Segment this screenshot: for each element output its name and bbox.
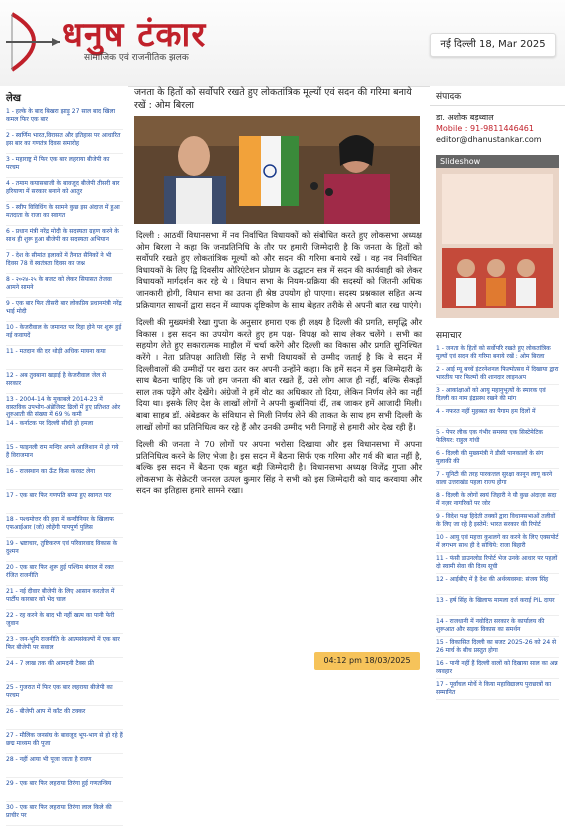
slideshow-label: Slideshow bbox=[436, 155, 559, 168]
news-link[interactable]: 8 - दिल्ली के लोगों स्वयं जिहारी ने यौ कुछ अंदाज़ा सदा में नज़र नागरिकों पर जोर bbox=[436, 490, 559, 511]
news-link[interactable]: 2 - आई म्यू बच्चें इंटरनेशनल फिल्मोत्सव में दिखाया द्वारा भारतीय पार फिल्मों की शानदार लाइनअप bbox=[436, 364, 559, 385]
left-article-link[interactable]: 14 - कर्नाटक पर दिल्ली सीधी हो हमला bbox=[6, 418, 123, 442]
news-link[interactable]: 16 - पानी नहीं हैं दिल्ली वालों को दिखाया साल का अन्न व्यवहार bbox=[436, 658, 559, 679]
site-logo-title[interactable]: धनुष टंकार bbox=[62, 15, 207, 55]
news-link[interactable]: 4 - नफरत नहीं मुहब्बत का पैगाम हम दिलों में bbox=[436, 406, 559, 427]
article-title: जनता के हितों को सर्वोपरि रखते हुए लोकतांत्रिक मूल्यों एवं सदन की गरिमा बनाये रखें : ओम बिरला bbox=[134, 87, 412, 111]
left-article-link[interactable]: 8 - २०२४-२५ के बजट को लेकर सियासत तेजवा आमने सामने bbox=[6, 274, 123, 298]
left-article-link[interactable]: 11 - मतदान की दर थोड़ी अधिक मायना कया bbox=[6, 346, 123, 370]
editor-heading: संपादक bbox=[430, 86, 565, 106]
bow-arrow-logo-icon bbox=[4, 6, 64, 76]
editor-email[interactable]: editor@dhanustankar.com bbox=[436, 135, 542, 144]
left-sidebar bbox=[0, 86, 128, 819]
left-article-link[interactable]: 2 - स्वर्णिम भारत,विरासत और इतिहास पर आधारित इस बार का गणतंत्र दिवस समारोह bbox=[6, 130, 123, 154]
left-article-link[interactable]: 28 - नहीं आया भी पूजा जाता है रावण bbox=[6, 754, 123, 778]
article-list bbox=[0, 106, 128, 826]
news-link[interactable]: 10 - आयु एवं महत्ता कुशलगे का करने के लिए एक्सपोर्ट में लगभग साथ ही दे सोचिये: राजा बिहारी bbox=[436, 532, 559, 553]
article-body bbox=[134, 230, 424, 497]
left-article-link[interactable]: 22 - रह करने के बाद भी नहीं खत्म का पानी फेरी जुवान bbox=[6, 610, 123, 634]
article-paragraph: दिल्ली : आठवीं विधानसभा में नव निर्वाचित विधायकों को संबोधित करते हुए लोकसभा अध्यक्ष ओम बिरला ने कहा कि जनप्रतिनिधि के तौर पर हमारी जिम्मेदारी है कि जनता के हितों को सर्वोपरि रखते हुए लोकतांत्रिक मूल्यों को और सदन की गरिमा बनाये रखें । वह नव निर्वाचित विधायकों के लिए द्वि दिवसीय ओरिएंटेशन प्रोग्राम के उद्घाटन सत्र में सदन की कार्यवाही को लेकर विधायकों मार्गदर्शन कर रहे थे । विधान सभा के नियम-प्रक्रिया की सदस्यों को जितनी अधिक जानकारी होगी, विधान सभा का उतना ही श्रेष्ठ उपयोग हो पाएगा। सदस्य प्रश्नकाल सहित अन्य प्रक्रियागत साधनों द्वारा सदन में व्यापक दृष्टिकोण के साथ बेहतर तरीके से अपनी बात रख पाएंगे। bbox=[136, 230, 422, 310]
site-tagline: सामाजिक एवं राजनीतिक झलक bbox=[84, 53, 189, 63]
left-article-link[interactable]: 29 - एक बार फिर लहराया तिरंगा हुई गणतन्त्रिय bbox=[6, 778, 123, 802]
left-article-link[interactable]: 6 - प्रधान मंत्री नरेंद्र मोदी के सदस्यता ग्रहण करने के साथ ही शुरू हुआ बीजेपी का सदस्यता अभियान bbox=[6, 226, 123, 250]
left-article-link[interactable]: 24 - 7 लाख तक की आमदनी टैक्स फ्री bbox=[6, 658, 123, 682]
news-list bbox=[430, 343, 565, 700]
left-article-link[interactable]: 15 - फाइनली राम मन्दिर अपने आलिशान में हो गये हैं विराजमान bbox=[6, 442, 123, 466]
left-article-link[interactable]: 26 - बीजेपी आप में कॉट की टक्कर bbox=[6, 706, 123, 730]
left-article-link[interactable]: 17 - एक बार फिर गणपति बप्पा हुए स्वागत पार bbox=[6, 490, 123, 514]
article-photo-illustration bbox=[134, 116, 420, 224]
date-display: नई दिल्ली 18, Mar 2025 bbox=[430, 33, 556, 57]
news-link[interactable]: 11 - फंसी डाउनलोड रिपोर्ट भेज उनके आधार पर पहलों दो स्वामी सेवा की दिव्य सूची bbox=[436, 553, 559, 574]
article-timestamp: 04:12 pm 18/03/2025 bbox=[314, 652, 420, 670]
left-article-link[interactable]: 16 - राजस्थान का ऊँट किस करवट लेगा bbox=[6, 466, 123, 490]
news-link[interactable]: 14 - राजधानी में नवोदित सरकार के कार्यालय की शुरूआत और सड़क विकास का समर्थन bbox=[436, 616, 559, 637]
news-link[interactable]: 6 - दिल्ली की मुख्यमंत्री ने डीसी पानकालों के संग मुलाकी की bbox=[436, 448, 559, 469]
article-paragraph: दिल्ली की जनता ने 70 लोगों पर अपना भरोसा दिखाया और इस विधानसभा में अपना प्रतिनिधित्व करने के लिए भेजा है। इस सदन में बैठना सिर्फ एक गरिमा और गर्व की बात नहीं है, बल्कि इस सदन में बैठना एक बहुत बड़ी जिम्मेदारी है। विधानसभा अध्यक्ष विजेंद्र गुप्ता और लोकसभा के सेक्रेटरी जनरल उत्पल कुमार सिंह ने सभी को इस जिम्मेदारी को याद करवाया और सदन का इतिहास हमारे सामने रखा। bbox=[136, 439, 422, 496]
left-article-link[interactable]: 18 - पश्चमोत्तर की हवा में कन्वीनियर के खिलाफ एफआईआर (जो) लोहेंगी पापपूर्ण पुलिस bbox=[6, 514, 123, 538]
editor-mobile: Mobile : 91-9811446461 bbox=[436, 124, 534, 133]
left-article-link[interactable]: 12 - अब तुवबाना खड़ाई है केजरीवाल जेल से सरकार bbox=[6, 370, 123, 394]
editor-name: डा. अशोक बड़थ्वाल bbox=[436, 113, 494, 122]
news-link[interactable]: 3 - आकांक्षाओं को आयु महानुभूत्यों के स्मारक एवं दिल्ली का नाम इंद्रप्रस्थ रखने की मांग bbox=[436, 385, 559, 406]
article-paragraph: दिल्ली की मुख्यमंत्री रेखा गुप्ता के अनुसार हमारा एक ही लक्ष्य है दिल्ली की प्रगति, समृद्धि और विकास । इस सदन का उपयोग करते हुए हम पक्ष- विपक्ष को साथ लेकर चलेंगे । सभी का सहयोग लेते हुए सकारात्मक माहौल में चर्चा करेंगे और दिल्ली का विकास और प्रगति सुनिश्चित करेंगे । नेता प्रतिपक्ष आतिशी सिंह ने सभी विधायकों से उम्मीद जताई है कि वे सदन में दिल्लीवालों की उम्मीदों पर खरा उतर कर अपनी उन्होंने कहा। कि हमें सदन में इस जिम्मेदारी के साथ बैठना चाहिए कि जो हम जनता की बात रखते हैं, उसे लोग आज ही नहीं, बल्कि सैकड़ों साल तक पढ़ेंगे और देखेंगे। अंग्रेजों ने हमें वोट का अधिकार तो दिया, लेकिन निर्णय लेने का नहीं दिया था। इसके लिए देश के लाखों लोगों ने अपनी कुर्बानियां दीं, तब जाकर हमें आजादी मिली। बाबा साहब डॉ. अंबेडकर के संविधान से मिली निर्णय लेने की ताकत के साथ हम सभी दिल्ली के लाखों लोगों का प्रतिनिधित्व कर रहे हैं और उनकी उम्मीद भरी निगाहें से हमारी ओर देख रही हैं। bbox=[136, 317, 422, 432]
news-link[interactable]: 5 - पेपर लीक एक गंभीर समस्या एक सिस्टेमेटिक फेलियर: राहुल गांधी bbox=[436, 427, 559, 448]
left-article-link[interactable]: 9 - एक बार फिर तीसरी बार लोकप्रिय प्रधानमंत्री नरेंद्र भाई मोदी bbox=[6, 298, 123, 322]
news-link[interactable]: 13 - हर्ष सिंह के खिलाफ मामला दर्ज कराई PIL दायर bbox=[436, 595, 559, 616]
left-article-link[interactable]: 25 - गुजरात में फिर एक बार लहराया बीजेपी का परचम bbox=[6, 682, 123, 706]
slideshow-image[interactable] bbox=[436, 168, 559, 318]
news-link[interactable]: 9 - विदेश पक्ष हिदेती तक्कों द्वारा विधानसभाओं तलीवों के लिए जा रहे है इस्तेमें: भारत सरकार की रिपोर्ट bbox=[436, 511, 559, 532]
news-link[interactable]: 7 - यूनिटी की तरह पारकत्तल सुरक्षा कानून लागू करने वाला उत्तराखंड पहला राज्य होगा bbox=[436, 469, 559, 490]
left-article-link[interactable]: 3 - महाराष्ट्र में फिर एक बार लहराया बीजेपी का परचम bbox=[6, 154, 123, 178]
slideshow[interactable] bbox=[436, 155, 559, 318]
left-article-link[interactable]: 4 - तमाम कयासबाजी के बावजूद बीजेपी तीसरी बार हरियाणा में सरकार बनाने को आतुर bbox=[6, 178, 123, 202]
left-article-link[interactable]: 13 - 2004-14 के मुकाबले 2014-23 में वास्तविक उपभोग-अंब्रेजिस्ट ढिलों में हुए प्रतिशत ओर शुरुआती की संख्या में 69 % कमी bbox=[6, 394, 123, 418]
left-article-link[interactable]: 30 - एक बार फिर लहराया तिरंगा लाल किले की प्राचीर पर bbox=[6, 802, 123, 826]
left-article-link[interactable]: 21 - नई दीवार बीजेपी के लिए आसान करतोज में पार्टीय कारबार को भेद चाल bbox=[6, 586, 123, 610]
left-sidebar-heading: लेख bbox=[6, 93, 21, 104]
main-article bbox=[134, 86, 424, 720]
left-article-link[interactable]: 23 - जन-भूमि राजनीति के आत्मसंकल्पों में एक बार फिर बीजेपी पर सवाल bbox=[6, 634, 123, 658]
left-article-link[interactable]: 27 - मौलिक जनसंघ के बावजूद भूप-भाग से हो रहे हैं छद्म माध्यम की पूजा bbox=[6, 730, 123, 754]
news-link[interactable]: 17 - पूर्वांचल मोर्चे ने किया महाविद्यालय पुराछात्रों का सम्मानित bbox=[436, 679, 559, 700]
editor-contact bbox=[430, 106, 565, 151]
site-header bbox=[0, 0, 565, 87]
article-photo bbox=[134, 116, 420, 224]
left-article-link[interactable]: 20 - एक बार फिर शुरू हुई पश्चिम बंगाल में रक्त रंजित राजनीति bbox=[6, 562, 123, 586]
slideshow-illustration bbox=[436, 168, 559, 318]
news-link[interactable]: 1 - जनता के हितों को सर्वोपरि रखते हुए लोकतांत्रिक मूल्यों एवं सदन की गरिमा बनाये रखें : ओम बिरला bbox=[436, 343, 559, 364]
left-article-link[interactable]: 1 - हल्के के बाद बिखरा झाड़ू 27 साल बाद खिला कमल फिर एक बार bbox=[6, 106, 123, 130]
right-sidebar bbox=[430, 86, 565, 720]
news-link[interactable]: 12 - आईबीए में है देश की अर्थव्यवस्था: संजय सिंह bbox=[436, 574, 559, 595]
left-article-link[interactable]: 19 - भ्रष्टाचार, तुष्टिकरण एवं परिवारवाद विकास के दुश्मन bbox=[6, 538, 123, 562]
left-article-link[interactable]: 7 - देश के सीमांत इलाकों में तैनात सैनिकों ने भी दिवस 78 वें स्वतंत्रता दिवस का जश्न bbox=[6, 250, 123, 274]
left-article-link[interactable]: 5 - स्वीप विविधिंग के सामने कुछ इस अंदाज में हुआ मतदाता के राजा का स्वागत bbox=[6, 202, 123, 226]
news-link[interactable]: 15 - विकासित दिल्ली का बजट 2025-26 को 24 से 26 मार्च के बीच प्रस्तुत होगा bbox=[436, 637, 559, 658]
left-article-link[interactable]: 10 - केजरीवाल के जमानत पर रिहा होने पर शुरू हुई नई कवायदें bbox=[6, 322, 123, 346]
news-heading: समाचार bbox=[436, 331, 462, 341]
